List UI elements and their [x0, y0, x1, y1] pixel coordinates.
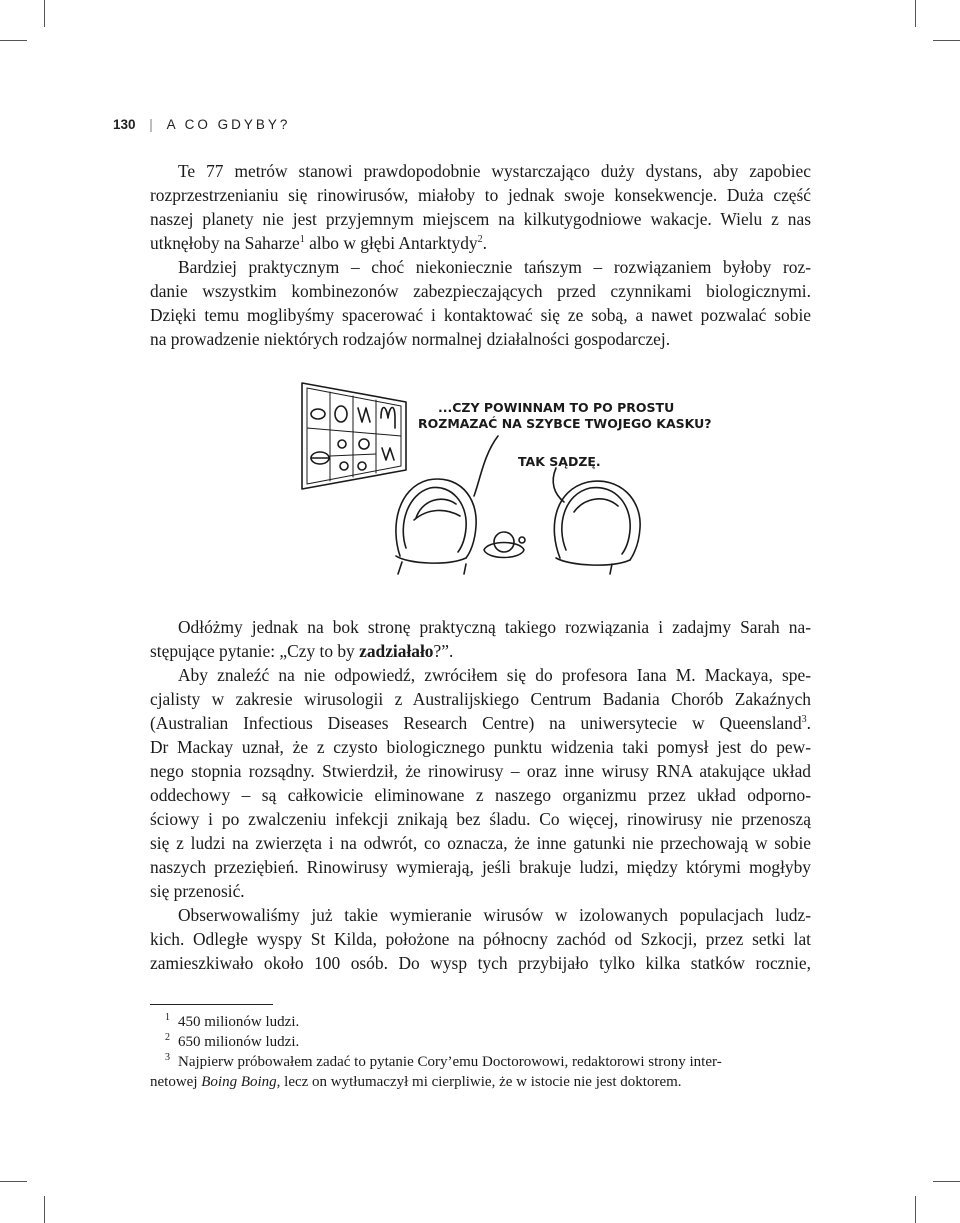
- crop-mark: [0, 40, 27, 41]
- footnote-marker: 2: [477, 234, 483, 246]
- text-line: Obserwowaliśmy już takie wymieranie wirusów w izolowanych populacjach ludz-: [178, 905, 811, 925]
- text-line: Odłóżmy jednak na bok stronę praktyczną takiego rozwiązania i zadajmy Sarah na-: [178, 617, 811, 637]
- chapter-title: A CO GDYBY?: [166, 117, 291, 132]
- text-line: Bardziej praktycznym – choć niekoniecznie tańszym – rozwiązaniem byłoby roz-: [178, 257, 811, 277]
- text-block-bottom: [150, 615, 811, 975]
- footnotes: [150, 1012, 811, 1092]
- speech-bubble-text: ROZMAZAĆ NA SZYBCE TWOJEGO KASKU?: [418, 416, 712, 431]
- text-line: Dzięki temu moglibyśmy spacerować i kontaktować się ze sobą, a nawet pozwalać sobie: [150, 305, 811, 325]
- bold-text: zadziałało: [359, 641, 434, 661]
- text-line: Te 77 metrów stanowi prawdopodobnie wystarczająco duży dystans, aby zapobiec: [178, 161, 811, 181]
- astronaut-right-drawing: [554, 481, 640, 574]
- text-line: danie wszystkim kombinezonów zabezpieczających przed czynnikami biologicznymi.: [150, 281, 811, 301]
- text-line: ściowy i po zwalczeniu infekcji znikają bez śladu. Co więcej, rinowirusy nie przenoszą: [150, 809, 811, 829]
- footnote: 3 Najpierw próbowałem zadać to pytanie Cory’emu Doctorowowi, redaktorowi strony inter-: [165, 1052, 722, 1070]
- paragraph: [150, 159, 811, 255]
- text-line: [150, 711, 811, 735]
- footnote: 1 450 milionów ludzi.: [165, 1012, 300, 1030]
- running-header: [113, 117, 290, 132]
- page-number: 130: [113, 117, 136, 132]
- text-line: nego stopnia rozsądny. Stwierdził, że rinowirusy – oraz inne wirusy RNA atakujące układ: [150, 761, 811, 781]
- text-line: zamieszkiwało około 100 osób. Do wysp tych przybijało tylko kilka statków rocznie,: [150, 953, 811, 973]
- crop-mark: [44, 0, 45, 27]
- footnote-text: 650 milionów ludzi.: [178, 1034, 300, 1050]
- text-line: na prowadzenie niektórych rodzajów normalnej działalności gospodarczej.: [150, 329, 671, 349]
- text-span: (Australian Infectious Diseases Research Centre) na uniwersytecie w Queensland: [150, 713, 802, 733]
- text-span: ?”.: [433, 641, 454, 661]
- text-span: albo w głębi Antarktydy: [309, 233, 478, 253]
- speech-bubble-text: TAK SĄDZĘ.: [518, 454, 601, 469]
- header-separator: |: [149, 117, 153, 132]
- text-line: naszych przeziębień. Rinowirusy wymierają, jeśli brakuje ludzi, między którymi mogłyby: [150, 857, 811, 877]
- paragraph: [150, 255, 811, 351]
- astronaut-left-drawing: [396, 479, 525, 574]
- footnote-continuation: [150, 1072, 811, 1092]
- paragraph: [150, 663, 811, 903]
- text-line: rozprzestrzenianiu się rinowirusów, miałoby to jednak swoje konsekwencje. Duża część: [150, 185, 811, 205]
- paragraph: [150, 903, 811, 975]
- footnote-text: Najpierw próbowałem zadać to pytanie Cory’emu Doctorowowi, redaktorowi strony inter-: [178, 1054, 722, 1070]
- footnote-text: 450 milionów ludzi.: [178, 1014, 300, 1030]
- footnote-marker: 1: [299, 234, 305, 246]
- crop-mark: [44, 1196, 45, 1223]
- text-block-top: [150, 159, 811, 351]
- text-line: cjalisty w zakresie wirusologii z Australijskiego Centrum Badania Chorób Zakaźnych: [150, 689, 811, 709]
- text-line: się z ludzi na zwierzęta i na odwrót, co oznacza, że inne gatunki nie przechowają w sobie: [150, 833, 811, 853]
- footnote: 2 650 milionów ludzi.: [165, 1032, 300, 1050]
- text-line: się przenosić.: [150, 881, 245, 901]
- speech-bubble-tail: [553, 468, 564, 502]
- text-span: .: [482, 233, 487, 253]
- speech-bubble-text: ...CZY POWINNAM TO PO PROSTU: [438, 400, 675, 415]
- text-span: stępujące pytanie: „Czy to by: [150, 641, 360, 661]
- speech-bubble-tail: [474, 436, 498, 496]
- text-line: kich. Odległe wyspy St Kilda, położone na północny zachód od Szkocji, przez setki lat: [150, 929, 811, 949]
- footnote-marker: 3: [801, 714, 807, 726]
- paragraph: [150, 615, 811, 663]
- footnote-text: netowej: [150, 1074, 202, 1090]
- text-line: naszej planety nie jest przyjemnym miejscem na kilkutygodniowe wakacje. Wielu z nas: [150, 209, 811, 229]
- crop-mark: [933, 40, 960, 41]
- text-span: .: [806, 713, 811, 733]
- crop-mark: [0, 1181, 27, 1182]
- footnote-rule: [150, 1004, 273, 1005]
- footnote-text: , lecz on wytłumaczył mi cierpliwie, że w istocie nie jest doktorem.: [276, 1074, 682, 1090]
- text-line: [150, 231, 811, 255]
- text-line: Dr Mackay uznał, że z czysto biologicznego punktu widzenia taki pomysł jest do pew-: [150, 737, 811, 757]
- text-span: utknęłoby na Saharze: [150, 233, 300, 253]
- crop-mark: [915, 1196, 916, 1223]
- menu-board-drawing: [302, 383, 406, 489]
- text-line: Aby znaleźć na nie odpowiedź, zwróciłem się do profesora Iana M. Mackaya, spe-: [178, 665, 811, 685]
- text-line: oddechowy – są całkowicie eliminowane z naszego organizmu przez układ odporno-: [150, 785, 811, 805]
- crop-mark: [933, 1181, 960, 1182]
- text-line: [150, 639, 811, 663]
- crop-mark: [915, 0, 916, 27]
- italic-title: Boing Boing: [201, 1074, 277, 1090]
- comic-illustration: [298, 378, 712, 574]
